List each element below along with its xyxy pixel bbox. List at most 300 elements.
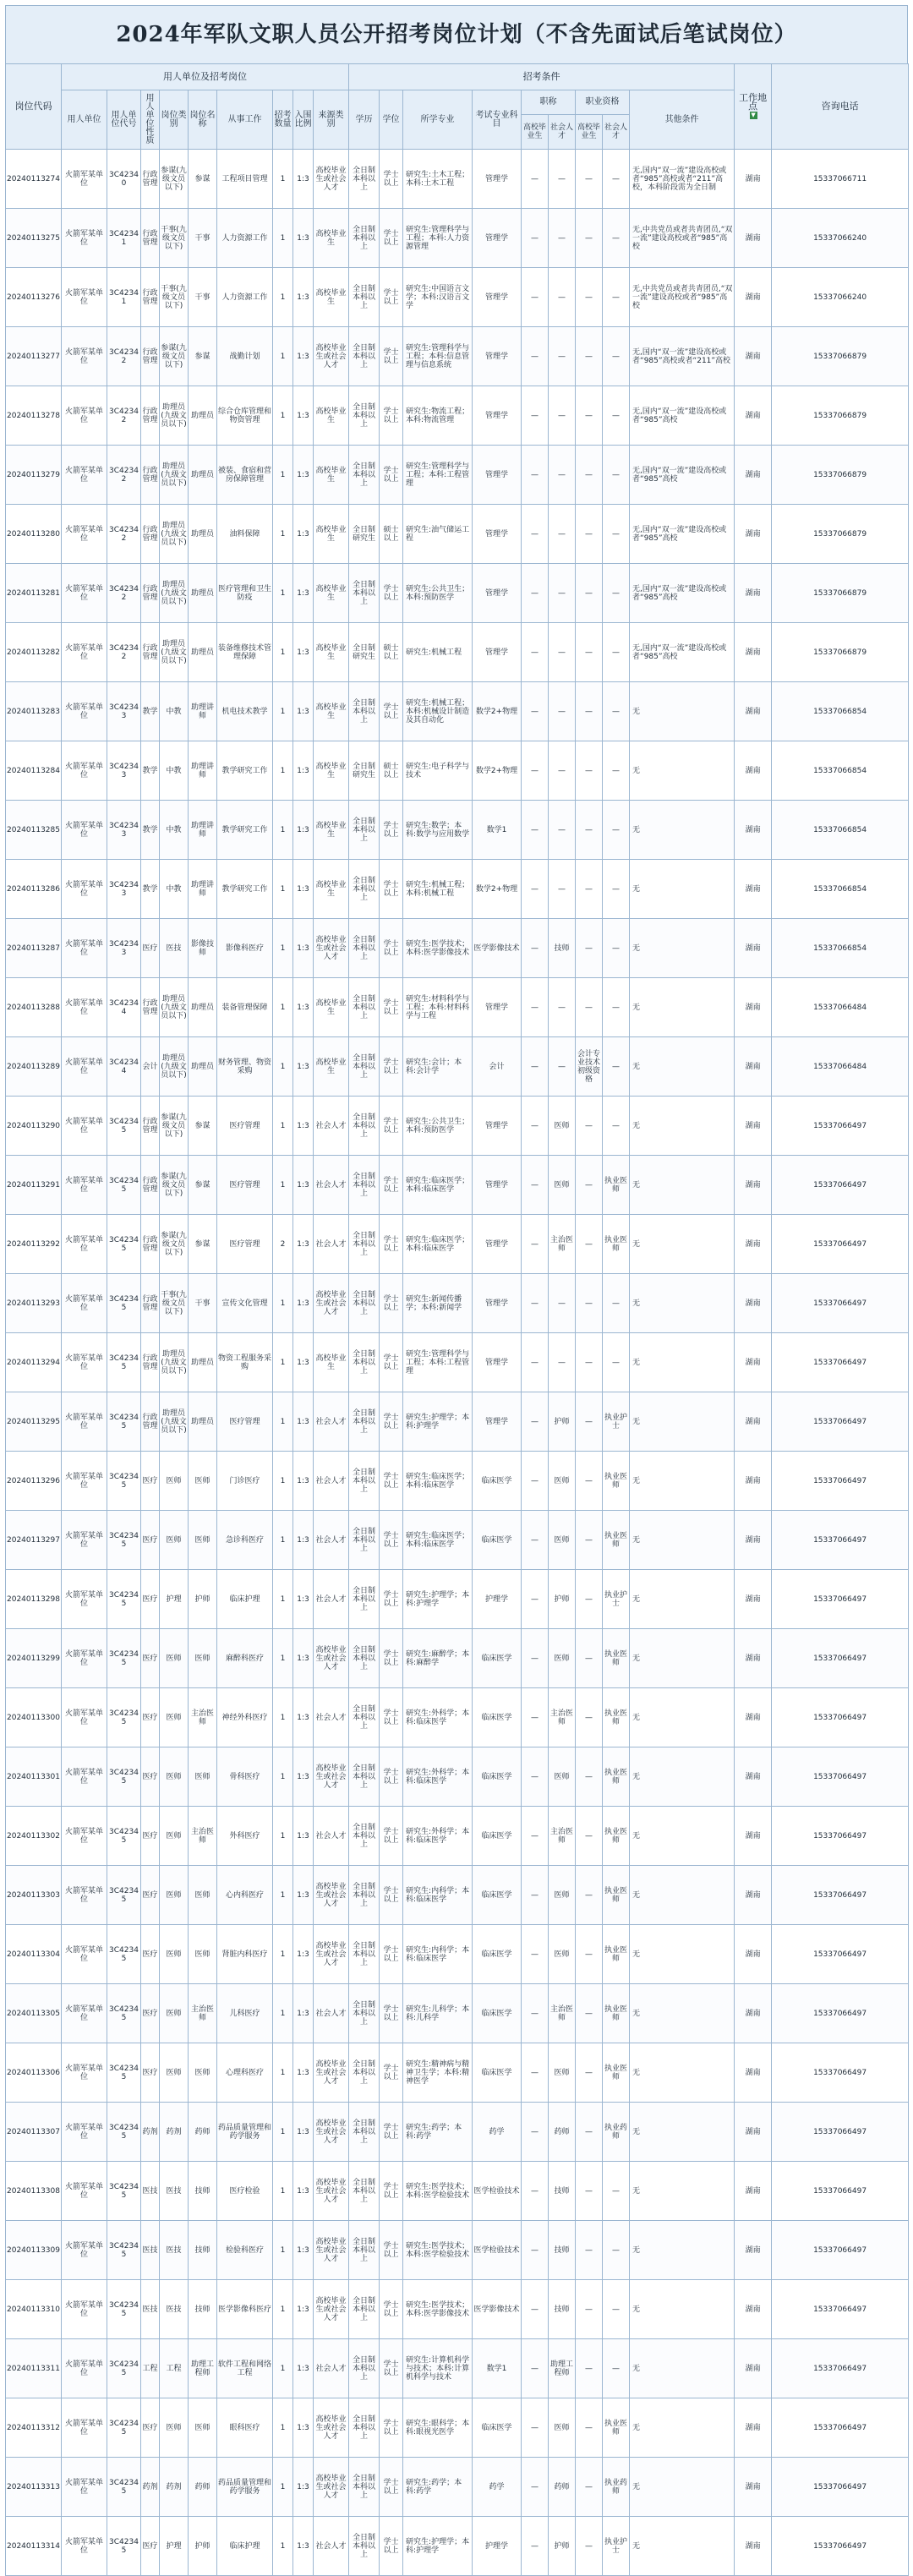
table-row	[6, 2103, 909, 2162]
cell-qual-social: 执业医师	[603, 1866, 630, 1925]
cell-source: 高校毕业生或社会人才	[314, 1866, 349, 1925]
cell-qual-univ: —	[576, 327, 603, 386]
cell-major: 研究生:会计；本科:会计学	[403, 1037, 473, 1097]
table-row	[6, 1392, 909, 1452]
cell-qual-social: —	[603, 386, 630, 446]
cell-major: 研究生:眼科学；本科:眼视光医学	[403, 2398, 473, 2458]
cell-title-univ: —	[522, 919, 549, 978]
cell-unit-code: 3C42345	[107, 1629, 141, 1688]
cell-unit-code: 3C42345	[107, 2162, 141, 2221]
cell-qual-univ: 会计专业技术初级资格	[576, 1037, 603, 1097]
cell-work: 战勤计划	[217, 327, 273, 386]
cell-title-univ: —	[522, 2398, 549, 2458]
cell-phone: 15337066497	[772, 2221, 909, 2280]
cell-location: 湖南	[735, 682, 772, 741]
cell-work: 机电技术教学	[217, 682, 273, 741]
cell-post-category: 参谋(九级文员以下)	[160, 1097, 189, 1156]
cell-title-univ: —	[522, 150, 549, 209]
cell-phone: 15337066879	[772, 386, 909, 446]
cell-phone: 15337066240	[772, 209, 909, 268]
cell-ratio: 1:3	[293, 801, 314, 860]
table-row	[6, 150, 909, 209]
cell-post-category: 干事(九级文员以下)	[160, 1274, 189, 1333]
cell-post-name: 影像技师	[189, 919, 217, 978]
cell-other: 无,国内“双一流”建设高校或者“985”高校	[630, 505, 735, 564]
cell-qual-univ: —	[576, 860, 603, 919]
cell-location: 湖南	[735, 1629, 772, 1688]
cell-location: 湖南	[735, 564, 772, 623]
cell-post-category: 药剂	[160, 2458, 189, 2517]
cell-source: 高校毕业生或社会人才	[314, 2280, 349, 2339]
cell-phone: 15337066879	[772, 623, 909, 682]
cell-post-category: 中教	[160, 741, 189, 801]
cell-other: 无	[630, 1688, 735, 1747]
cell-education: 全日制本科以上	[349, 2221, 380, 2280]
cell-unit-type: 行政管理	[141, 268, 160, 327]
cell-unit-name: 火箭军某单位	[62, 1629, 107, 1688]
cell-title-social: —	[549, 564, 576, 623]
cell-post-category: 助理员(九级文员以下)	[160, 564, 189, 623]
cell-post-code: 20240113303	[6, 1866, 62, 1925]
cell-major: 研究生:电子科学与技术	[403, 741, 473, 801]
table-row	[6, 2043, 909, 2103]
cell-qual-univ: —	[576, 505, 603, 564]
cell-count: 1	[273, 2517, 293, 2576]
cell-qual-social: 执业药师	[603, 2103, 630, 2162]
cell-phone: 15337066497	[772, 1156, 909, 1215]
cell-post-name: 医师	[189, 2043, 217, 2103]
cell-source: 社会人才	[314, 1807, 349, 1866]
cell-work: 综合仓库管理和物资管理	[217, 386, 273, 446]
cell-unit-name: 火箭军某单位	[62, 1570, 107, 1629]
cell-title-univ: —	[522, 1452, 549, 1511]
cell-unit-type: 医疗	[141, 2398, 160, 2458]
cell-source: 高校毕业生	[314, 446, 349, 505]
cell-count: 1	[273, 2339, 293, 2398]
cell-degree: 学士以上	[380, 1629, 403, 1688]
cell-post-category: 助理员(九级文员以下)	[160, 1333, 189, 1392]
cell-source: 高校毕业生或社会人才	[314, 919, 349, 978]
cell-degree: 学士以上	[380, 1866, 403, 1925]
cell-post-code: 20240113281	[6, 564, 62, 623]
cell-education: 全日制本科以上	[349, 1925, 380, 1984]
cell-post-name: 医师	[189, 1866, 217, 1925]
cell-count: 1	[273, 1333, 293, 1392]
cell-other: 无	[630, 860, 735, 919]
cell-qual-univ: —	[576, 1392, 603, 1452]
cell-title-univ: —	[522, 1097, 549, 1156]
cell-post-category: 医师	[160, 1629, 189, 1688]
cell-phone: 15337066497	[772, 1333, 909, 1392]
cell-phone: 15337066497	[772, 1866, 909, 1925]
cell-qual-univ: —	[576, 1215, 603, 1274]
cell-education: 全日制本科以上	[349, 1097, 380, 1156]
cell-title-univ: —	[522, 2103, 549, 2162]
cell-phone: 15337066497	[772, 1925, 909, 1984]
cell-exam-subject: 数学1	[473, 801, 522, 860]
cell-post-name: 医师	[189, 1511, 217, 1570]
cell-ratio: 1:3	[293, 623, 314, 682]
table-row	[6, 1333, 909, 1392]
cell-unit-code: 3C42345	[107, 2517, 141, 2576]
cell-ratio: 1:3	[293, 1570, 314, 1629]
cell-post-category: 医师	[160, 2043, 189, 2103]
cell-location: 湖南	[735, 2162, 772, 2221]
cell-count: 1	[273, 2458, 293, 2517]
cell-post-name: 医师	[189, 1629, 217, 1688]
cell-degree: 学士以上	[380, 2103, 403, 2162]
cell-ratio: 1:3	[293, 564, 314, 623]
cell-qual-univ: —	[576, 2517, 603, 2576]
cell-location: 湖南	[735, 1037, 772, 1097]
cell-education: 全日制本科以上	[349, 2162, 380, 2221]
cell-count: 1	[273, 1984, 293, 2043]
cell-degree: 学士以上	[380, 1097, 403, 1156]
cell-qual-social: 执业医师	[603, 1925, 630, 1984]
cell-exam-subject: 管理学	[473, 1392, 522, 1452]
cell-phone: 15337066497	[772, 2103, 909, 2162]
cell-location: 湖南	[735, 801, 772, 860]
cell-title-social: —	[549, 682, 576, 741]
cell-degree: 学士以上	[380, 1925, 403, 1984]
cell-education: 全日制本科以上	[349, 1215, 380, 1274]
cell-title-univ: —	[522, 682, 549, 741]
cell-major: 研究生:医学技术；本科:医学检验技术	[403, 2221, 473, 2280]
cell-location: 湖南	[735, 1807, 772, 1866]
cell-other: 无	[630, 1156, 735, 1215]
header-unit-code: 用人单位代号	[107, 90, 141, 150]
cell-title-social: 主治医师	[549, 1984, 576, 2043]
cell-unit-code: 3C42341	[107, 268, 141, 327]
cell-unit-name: 火箭军某单位	[62, 860, 107, 919]
cell-degree: 学士以上	[380, 2221, 403, 2280]
cell-major: 研究生:医学技术；本科:医学影像技术	[403, 2280, 473, 2339]
table-row	[6, 1452, 909, 1511]
cell-title-univ: —	[522, 1511, 549, 1570]
cell-ratio: 1:3	[293, 1097, 314, 1156]
cell-source: 社会人才	[314, 1097, 349, 1156]
cell-source: 高校毕业生	[314, 741, 349, 801]
cell-major: 研究生:药学；本科:药学	[403, 2103, 473, 2162]
cell-work: 装备维修技术管理保障	[217, 623, 273, 682]
cell-count: 1	[273, 741, 293, 801]
cell-unit-name: 火箭军某单位	[62, 2221, 107, 2280]
table-row	[6, 1807, 909, 1866]
cell-title-univ: —	[522, 2517, 549, 2576]
cell-other: 无	[630, 2398, 735, 2458]
header-post-code: 岗位代码	[6, 64, 62, 150]
cell-source: 高校毕业生	[314, 386, 349, 446]
cell-post-code: 20240113297	[6, 1511, 62, 1570]
cell-work: 药品质量管理和药学服务	[217, 2458, 273, 2517]
cell-other: 无,国内“双一流”建设高校或者“985”高校或者“211”高校	[630, 327, 735, 386]
cell-work: 儿科医疗	[217, 1984, 273, 2043]
cell-phone: 15337066497	[772, 1984, 909, 2043]
cell-other: 无	[630, 1984, 735, 2043]
cell-degree: 学士以上	[380, 1037, 403, 1097]
cell-unit-code: 3C42345	[107, 1452, 141, 1511]
cell-education: 全日制本科以上	[349, 1452, 380, 1511]
cell-post-category: 医师	[160, 2398, 189, 2458]
cell-count: 1	[273, 978, 293, 1037]
cell-count: 1	[273, 682, 293, 741]
cell-major: 研究生:麻醉学；本科:麻醉学	[403, 1629, 473, 1688]
cell-qual-social: 执业医师	[603, 1807, 630, 1866]
cell-work: 药品质量管理和药学服务	[217, 2103, 273, 2162]
table-row	[6, 268, 909, 327]
table-row	[6, 2398, 909, 2458]
cell-title-univ: —	[522, 1570, 549, 1629]
cell-post-code: 20240113275	[6, 209, 62, 268]
cell-major: 研究生:外科学；本科:临床医学	[403, 1747, 473, 1807]
cell-ratio: 1:3	[293, 1688, 314, 1747]
cell-phone: 15337066497	[772, 2398, 909, 2458]
cell-post-category: 助理员(九级文员以下)	[160, 505, 189, 564]
cell-education: 全日制本科以上	[349, 1392, 380, 1452]
cell-title-univ: —	[522, 446, 549, 505]
cell-unit-type: 行政管理	[141, 209, 160, 268]
cell-work: 软件工程和网络工程	[217, 2339, 273, 2398]
table-row	[6, 2162, 909, 2221]
cell-source: 高校毕业生	[314, 505, 349, 564]
cell-title-social: —	[549, 1274, 576, 1333]
cell-ratio: 1:3	[293, 2280, 314, 2339]
cell-title-social: 技师	[549, 2162, 576, 2221]
cell-title-social: 技师	[549, 919, 576, 978]
cell-work: 外科医疗	[217, 1807, 273, 1866]
cell-unit-name: 火箭军某单位	[62, 1984, 107, 2043]
cell-post-name: 干事	[189, 1274, 217, 1333]
cell-source: 高校毕业生	[314, 682, 349, 741]
cell-post-name: 护师	[189, 1570, 217, 1629]
cell-post-category: 医师	[160, 1747, 189, 1807]
cell-title-social: —	[549, 446, 576, 505]
cell-major: 研究生:管理科学与工程；本科:工程管理	[403, 1333, 473, 1392]
cell-major: 研究生:药学；本科:药学	[403, 2458, 473, 2517]
cell-qual-social: 执业医师	[603, 1747, 630, 1807]
cell-ratio: 1:3	[293, 2162, 314, 2221]
cell-unit-type: 行政管理	[141, 1097, 160, 1156]
cell-title-social: 护师	[549, 1570, 576, 1629]
cell-exam-subject: 临床医学	[473, 1629, 522, 1688]
cell-post-code: 20240113293	[6, 1274, 62, 1333]
cell-location: 湖南	[735, 209, 772, 268]
cell-qual-social: —	[603, 505, 630, 564]
cell-title-social: —	[549, 741, 576, 801]
cell-count: 1	[273, 1274, 293, 1333]
table-row	[6, 860, 909, 919]
cell-education: 全日制本科以上	[349, 1037, 380, 1097]
cell-unit-code: 3C42340	[107, 150, 141, 209]
cell-education: 全日制本科以上	[349, 919, 380, 978]
table-body	[6, 150, 909, 2576]
cell-other: 无,国内“双一流”建设高校或者“985”高校	[630, 446, 735, 505]
header-phone: 咨询电话	[772, 64, 909, 150]
table-row	[6, 1984, 909, 2043]
cell-title-univ: —	[522, 1274, 549, 1333]
header-post-name: 岗位名称	[189, 90, 217, 150]
table-row	[6, 1097, 909, 1156]
cell-title-univ: —	[522, 1333, 549, 1392]
cell-exam-subject: 医学影像技术	[473, 2280, 522, 2339]
cell-ratio: 1:3	[293, 1274, 314, 1333]
cell-qual-social: —	[603, 801, 630, 860]
cell-unit-code: 3C42345	[107, 2221, 141, 2280]
cell-work: 医疗管理	[217, 1215, 273, 1274]
cell-post-category: 医技	[160, 2162, 189, 2221]
cell-post-name: 医师	[189, 1452, 217, 1511]
cell-location: 湖南	[735, 1274, 772, 1333]
table-row	[6, 623, 909, 682]
cell-degree: 学士以上	[380, 209, 403, 268]
table-row	[6, 446, 909, 505]
cell-exam-subject: 数学2+物理	[473, 860, 522, 919]
cell-other: 无	[630, 2043, 735, 2103]
cell-qual-univ: —	[576, 919, 603, 978]
cell-post-name: 助理员	[189, 623, 217, 682]
cell-location: 湖南	[735, 1984, 772, 2043]
cell-phone: 15337066484	[772, 1037, 909, 1097]
cell-source: 社会人才	[314, 1511, 349, 1570]
cell-degree: 硕士以上	[380, 623, 403, 682]
table-row	[6, 801, 909, 860]
cell-qual-univ: —	[576, 2339, 603, 2398]
table-row	[6, 1156, 909, 1215]
cell-major: 研究生:临床医学；本科:临床医学	[403, 1156, 473, 1215]
cell-degree: 学士以上	[380, 919, 403, 978]
table-row	[6, 682, 909, 741]
cell-location: 湖南	[735, 2398, 772, 2458]
table-header	[6, 64, 909, 150]
cell-unit-type: 医疗	[141, 1511, 160, 1570]
cell-major: 研究生:机械工程；本科:机械设计制造及其自动化	[403, 682, 473, 741]
header-title-social: 社会人才	[549, 115, 576, 150]
cell-unit-name: 火箭军某单位	[62, 682, 107, 741]
cell-phone: 15337066854	[772, 682, 909, 741]
cell-qual-univ: —	[576, 2043, 603, 2103]
cell-unit-code: 3C42345	[107, 1688, 141, 1747]
cell-title-social: —	[549, 386, 576, 446]
cell-unit-type: 医疗	[141, 1688, 160, 1747]
cell-post-code: 20240113294	[6, 1333, 62, 1392]
cell-title-univ: —	[522, 1984, 549, 2043]
cell-title-univ: —	[522, 1688, 549, 1747]
cell-education: 全日制本科以上	[349, 2339, 380, 2398]
cell-source: 高校毕业生	[314, 209, 349, 268]
cell-unit-code: 3C42342	[107, 386, 141, 446]
table-row	[6, 1688, 909, 1747]
table-row	[6, 2280, 909, 2339]
cell-qual-univ: —	[576, 1511, 603, 1570]
cell-source: 高校毕业生或社会人才	[314, 1629, 349, 1688]
cell-phone: 15337066497	[772, 2162, 909, 2221]
cell-unit-code: 3C42345	[107, 1925, 141, 1984]
cell-post-name: 医师	[189, 1925, 217, 1984]
cell-other: 无	[630, 1392, 735, 1452]
cell-title-social: —	[549, 860, 576, 919]
cell-major: 研究生:机械工程	[403, 623, 473, 682]
cell-unit-code: 3C42345	[107, 1333, 141, 1392]
cell-exam-subject: 管理学	[473, 564, 522, 623]
cell-unit-name: 火箭军某单位	[62, 2398, 107, 2458]
cell-ratio: 1:3	[293, 1037, 314, 1097]
cell-exam-subject: 管理学	[473, 1097, 522, 1156]
cell-post-category: 医师	[160, 1866, 189, 1925]
cell-other: 无	[630, 1037, 735, 1097]
cell-education: 全日制本科以上	[349, 2280, 380, 2339]
header-unit-name: 用人单位	[62, 90, 107, 150]
cell-unit-type: 行政管理	[141, 1392, 160, 1452]
cell-degree: 学士以上	[380, 1274, 403, 1333]
cell-major: 研究生:物流工程；本科:物流管理	[403, 386, 473, 446]
cell-ratio: 1:3	[293, 1807, 314, 1866]
cell-major: 研究生:护理学；本科:护理学	[403, 1570, 473, 1629]
cell-ratio: 1:3	[293, 1984, 314, 2043]
cell-count: 1	[273, 1570, 293, 1629]
cell-title-social: —	[549, 1333, 576, 1392]
cell-degree: 学士以上	[380, 2517, 403, 2576]
cell-education: 全日制本科以上	[349, 1333, 380, 1392]
cell-work: 心理科医疗	[217, 2043, 273, 2103]
cell-other: 无	[630, 1333, 735, 1392]
cell-work: 人力资源工作	[217, 209, 273, 268]
cell-exam-subject: 管理学	[473, 505, 522, 564]
cell-work: 检验科医疗	[217, 2221, 273, 2280]
cell-other: 无	[630, 1511, 735, 1570]
cell-post-code: 20240113310	[6, 2280, 62, 2339]
cell-ratio: 1:3	[293, 1511, 314, 1570]
cell-title-univ: —	[522, 2280, 549, 2339]
cell-ratio: 1:3	[293, 1333, 314, 1392]
cell-phone: 15337066497	[772, 2043, 909, 2103]
cell-ratio: 1:3	[293, 860, 314, 919]
cell-qual-social: —	[603, 2162, 630, 2221]
cell-phone: 15337066497	[772, 1570, 909, 1629]
cell-unit-code: 3C42345	[107, 1866, 141, 1925]
cell-source: 高校毕业生或社会人才	[314, 2398, 349, 2458]
cell-exam-subject: 管理学	[473, 978, 522, 1037]
cell-post-category: 中教	[160, 682, 189, 741]
cell-ratio: 1:3	[293, 741, 314, 801]
cell-unit-type: 医疗	[141, 1925, 160, 1984]
cell-other: 无	[630, 1747, 735, 1807]
cell-exam-subject: 医学检验技术	[473, 2162, 522, 2221]
cell-post-code: 20240113313	[6, 2458, 62, 2517]
cell-location: 湖南	[735, 1747, 772, 1807]
cell-post-name: 主治医师	[189, 1807, 217, 1866]
cell-post-name: 干事	[189, 268, 217, 327]
table-row	[6, 2458, 909, 2517]
cell-phone: 15337066484	[772, 978, 909, 1037]
cell-post-name: 助理员	[189, 978, 217, 1037]
cell-major: 研究生:儿科学；本科:儿科学	[403, 1984, 473, 2043]
cell-qual-univ: —	[576, 1807, 603, 1866]
cell-exam-subject: 管理学	[473, 386, 522, 446]
cell-source: 高校毕业生或社会人才	[314, 2221, 349, 2280]
cell-unit-type: 行政管理	[141, 150, 160, 209]
cell-education: 全日制研究生	[349, 505, 380, 564]
cell-exam-subject: 管理学	[473, 209, 522, 268]
cell-major: 研究生:数学；本科:数学与应用数学	[403, 801, 473, 860]
filter-icon[interactable]: ▼	[751, 111, 756, 118]
cell-title-social: 医师	[549, 1629, 576, 1688]
cell-unit-code: 3C42343	[107, 860, 141, 919]
cell-work: 肾脏内科医疗	[217, 1925, 273, 1984]
cell-ratio: 1:3	[293, 919, 314, 978]
cell-unit-type: 医疗	[141, 2043, 160, 2103]
cell-ratio: 1:3	[293, 1156, 314, 1215]
cell-unit-type: 行政管理	[141, 386, 160, 446]
